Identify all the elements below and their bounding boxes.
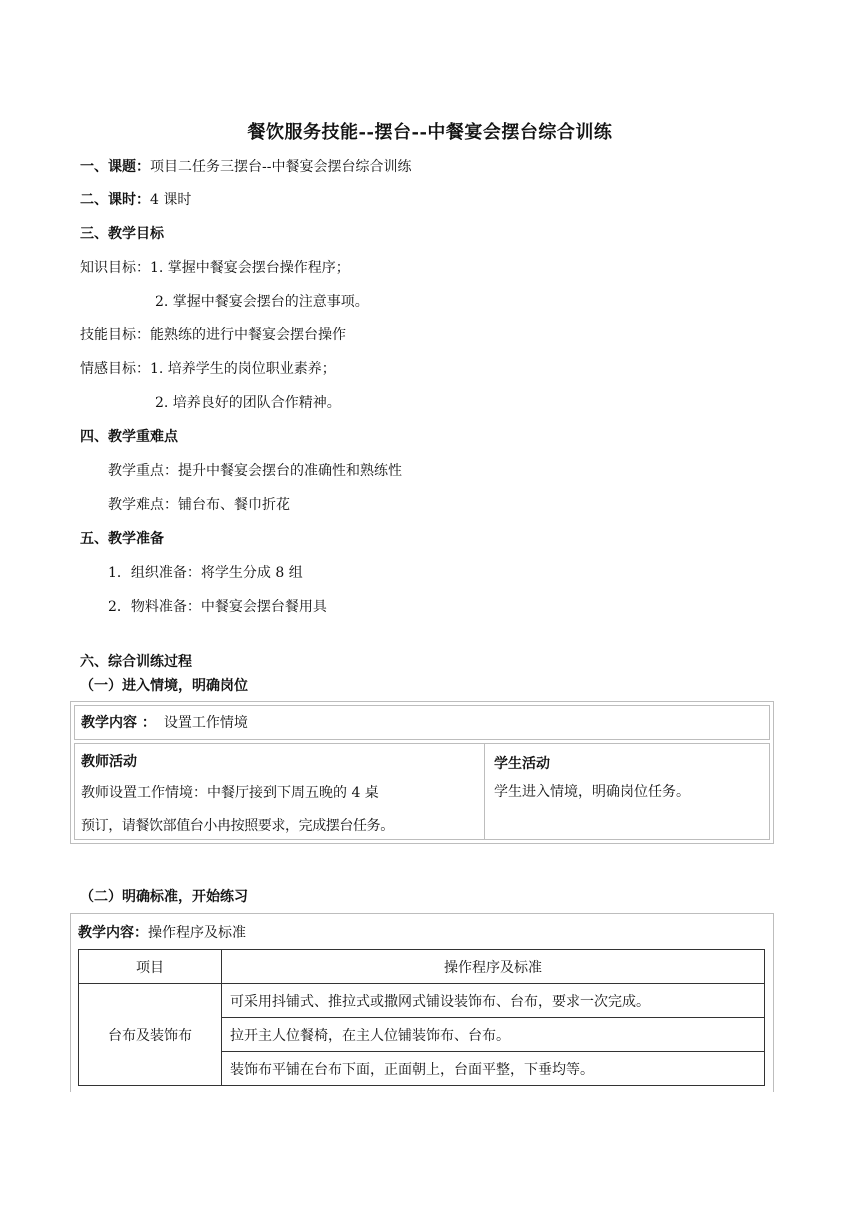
emotion-objective-2: 2. 培养良好的团队合作精神。 xyxy=(155,395,341,411)
section-hours-value: 4 课时 xyxy=(150,192,192,208)
document-title: 餐饮服务技能--摆台--中餐宴会摆台综合训练 xyxy=(247,122,613,143)
emotion-objective-1: 1. 培养学生的岗位职业素养； xyxy=(150,361,336,377)
student-activity-label: 学生活动 xyxy=(494,756,550,772)
student-activity-text: 学生进入情境，明确岗位任务。 xyxy=(494,784,690,800)
knowledge-objective xyxy=(80,258,350,278)
section-hours-label: 二、课时： xyxy=(80,192,150,208)
procedure-step-1: 可采用抖铺式、推拉式或撒网式铺设装饰布、台布，要求一次完成。 xyxy=(222,984,765,1018)
knowledge-objective-2: 2. 掌握中餐宴会摆台的注意事项。 xyxy=(155,294,369,310)
procedure-step-2: 拉开主人位餐椅，在主人位铺装饰布、台布。 xyxy=(222,1018,765,1052)
part2-content xyxy=(78,923,246,943)
procedure-header-row xyxy=(79,950,765,984)
part1-heading: （一）进入情境，明确岗位 xyxy=(80,678,248,694)
teaching-difficulty: 教学难点：铺台布、餐巾折花 xyxy=(108,497,290,513)
skill-objective-label: 技能目标： xyxy=(80,327,150,343)
header-item: 项目 xyxy=(79,950,222,984)
part1-content-label: 教学内容 ： xyxy=(81,715,156,731)
section-objectives-heading: 三、教学目标 xyxy=(80,226,164,242)
preparation-item-2: 2．物料准备：中餐宴会摆台餐用具 xyxy=(108,599,327,615)
section-preparation-heading: 五、教学准备 xyxy=(80,531,164,547)
part2-content-value: 操作程序及标准 xyxy=(148,925,246,941)
section-keypoints-heading: 四、教学重难点 xyxy=(80,429,178,445)
section-topic xyxy=(80,157,411,177)
part2-content-label: 教学内容： xyxy=(78,925,148,941)
procedure-step-3: 装饰布平铺在台布下面，正面朝上，台面平整，下垂均等。 xyxy=(222,1052,765,1086)
emotion-objective-label: 情感目标： xyxy=(80,361,150,377)
part1-table xyxy=(70,701,774,844)
knowledge-objective-1: 1. 掌握中餐宴会摆台操作程序； xyxy=(150,260,350,276)
knowledge-objective-label: 知识目标： xyxy=(80,260,150,276)
section-training-heading: 六、综合训练过程 xyxy=(80,654,192,670)
student-activity-cell xyxy=(485,743,770,840)
teacher-activity-line1: 教师设置工作情境：中餐厅接到下周五晚的 4 桌 xyxy=(81,785,379,801)
preparation-item-1: 1．组织准备：将学生分成 8 组 xyxy=(108,565,303,581)
part1-content xyxy=(81,713,248,733)
emotion-objective xyxy=(80,359,336,379)
part1-content-value: 设置工作情境 xyxy=(163,715,248,731)
skill-objective xyxy=(80,325,346,345)
section-topic-value: 项目二任务三摆台--中餐宴会摆台综合训练 xyxy=(150,159,412,175)
part1-content-row xyxy=(74,705,770,740)
row-item-tablecloth: 台布及装饰布 xyxy=(79,984,222,1086)
section-topic-label: 一、课题： xyxy=(80,159,150,175)
skill-objective-text: 能熟练的进行中餐宴会摆台操作 xyxy=(150,327,346,343)
section-hours xyxy=(80,190,191,210)
procedure-table xyxy=(78,949,765,1086)
teacher-activity-label: 教师活动 xyxy=(81,754,137,770)
teacher-activity-line2: 预订，请餐饮部值台小冉按照要求，完成摆台任务。 xyxy=(81,818,394,834)
table-row xyxy=(79,984,765,1018)
part2-heading: （二）明确标准，开始练习 xyxy=(80,889,248,905)
teacher-activity-cell xyxy=(74,743,485,840)
teaching-key-point: 教学重点：提升中餐宴会摆台的准确性和熟练性 xyxy=(108,463,402,479)
header-procedure: 操作程序及标准 xyxy=(222,950,765,984)
